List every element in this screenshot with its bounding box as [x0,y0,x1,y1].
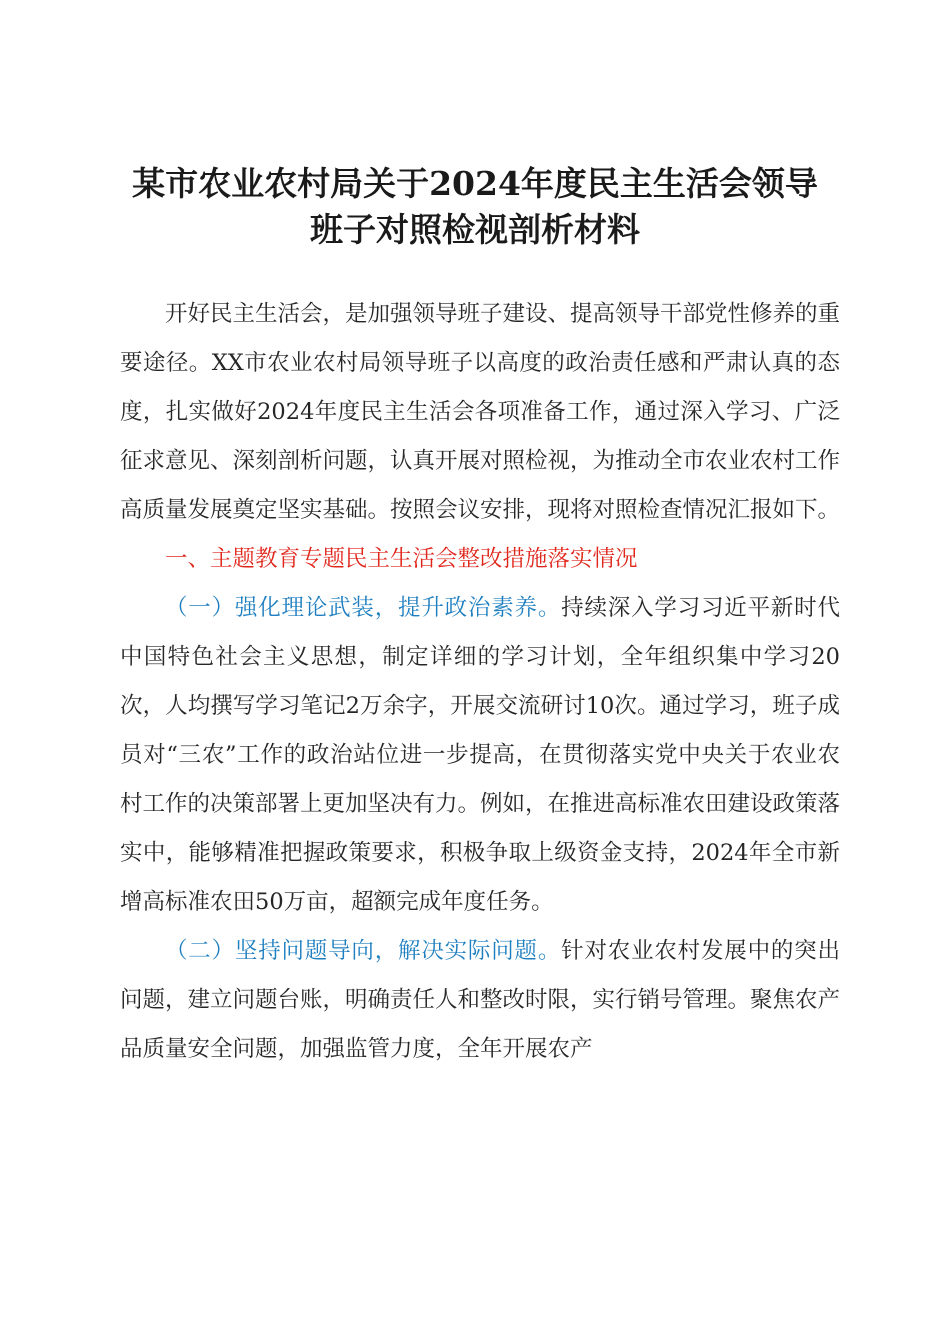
subsection-2-body: 针对农业农村发展中的突出问题，建立问题台账，明确责任人和整改时限，实行销号管理。聚焦农产品质量安全问题，加强监管力度，全年开展农产 [120,938,841,1062]
subsection-1-body: 持续深入学习习近平新时代中国特色社会主义思想，制定详细的学习计划，全年组织集中学习20次，人均撰写学习笔记2万余字，开展交流研讨10次。通过学习，班子成员对“三农”工作的政治站位进一步提高，在贯彻落实党中央关于农业农村工作的决策部署上更加坚决有力。例如，在推进高标准农田建设政策落实中，能够精准把握政策要求，积极争取上级资金支持，2024年全市新增高标准农田50万亩，超额完成年度任务。 [120,595,841,915]
document-title-line-1: 某市农业农村局关于2024年度民主生活会领导 [132,164,818,203]
subsection-1-heading: （一）强化理论武装，提升政治素养。 [165,595,562,621]
intro-paragraph: 开好民主生活会，是加强领导班子建设、提高领导干部党性修养的重要途径。XX市农业农村局领导班子以高度的政治责任感和严肃认真的态度，扎实做好2024年度民主生活会各项准备工作，通过深入学习、广泛征求意见、深刻剖析问题，认真开展对照检视，为推动全市农业农村工作高质量发展奠定坚实基础。按照会议安排，现将对照检查情况汇报如下。 [120,301,841,523]
subsection-2-heading: （二）坚持问题导向，解决实际问题。 [165,938,562,964]
document-body [120,290,840,1074]
subsection-2-paragraph [120,927,840,1074]
subsection-1-paragraph [120,584,840,927]
document-title-line-2: 班子对照检视剖析材料 [310,210,640,249]
section-1-heading: 一、主题教育专题民主生活会整改措施落实情况 [165,546,638,572]
